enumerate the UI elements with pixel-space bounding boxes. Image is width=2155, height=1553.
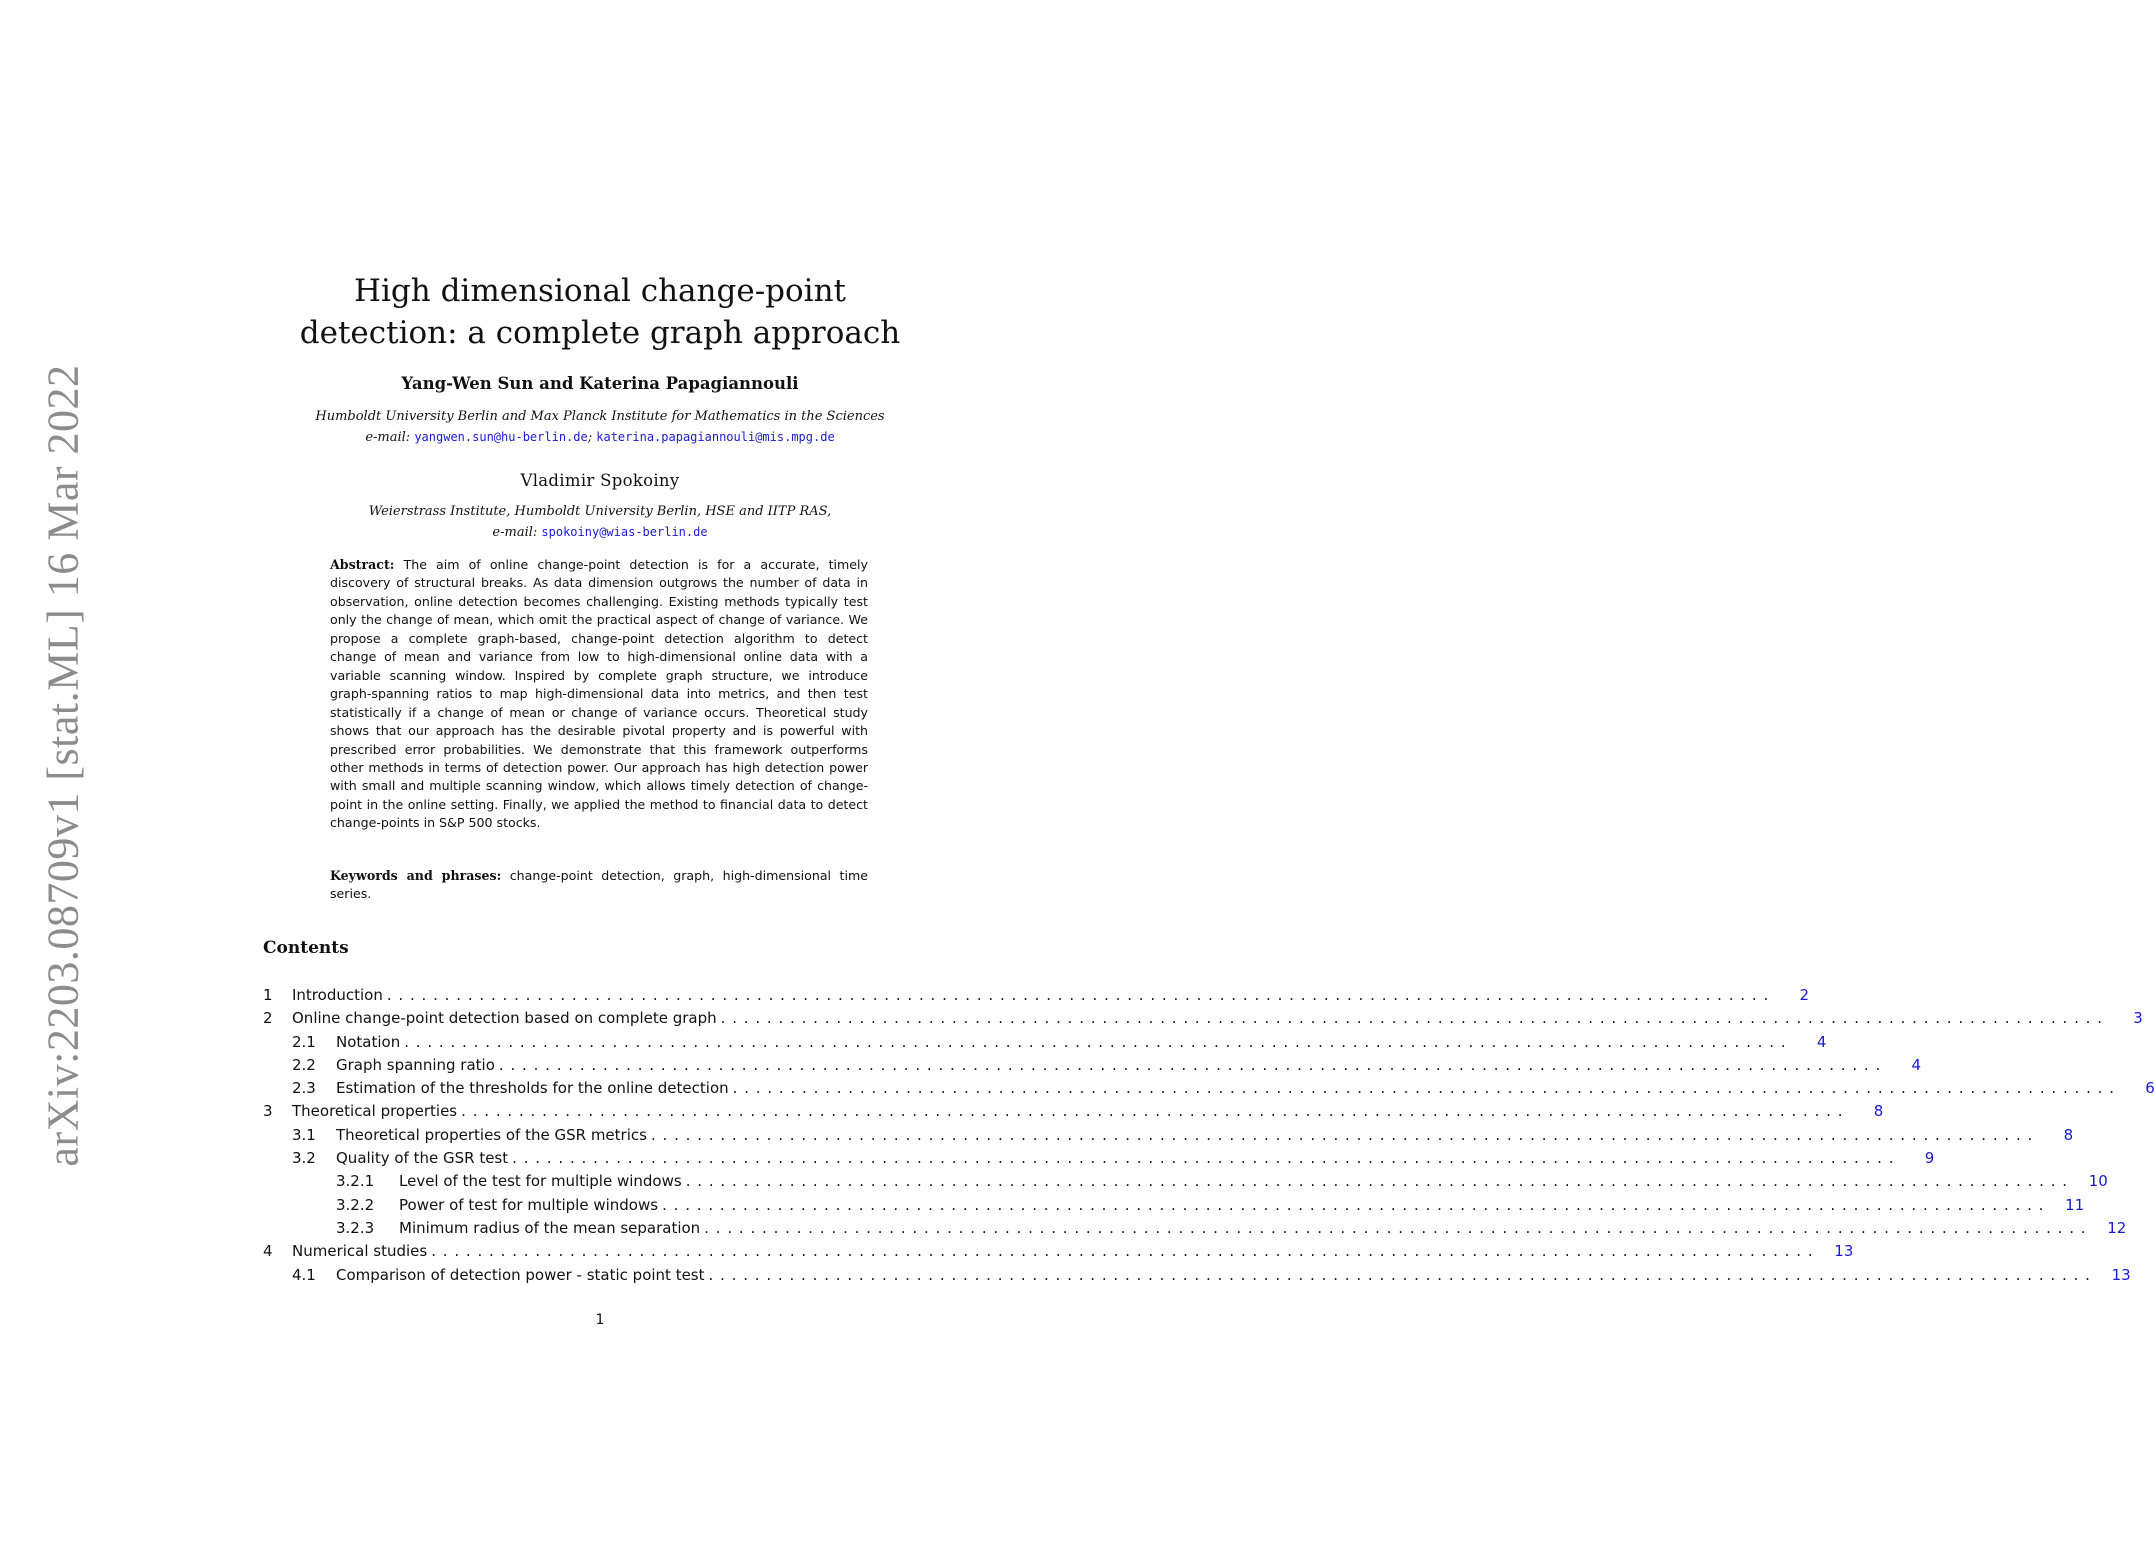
- toc-entry-title[interactable]: Notation: [336, 1031, 404, 1054]
- toc-entry[interactable]: [263, 1100, 1884, 1123]
- toc-entry-page-link[interactable]: 12: [2107, 1218, 2127, 1237]
- toc-entry-number: 3.2.2: [336, 1195, 375, 1214]
- toc-leader-dots: ........................................................................................................................: [650, 1125, 2040, 1144]
- affiliation-block-1: [150, 407, 1050, 448]
- authors-primary: Yang-Wen Sun and Katerina Papagiannouli: [401, 374, 799, 393]
- email-separator: ;: [587, 430, 593, 445]
- toc-leader-dots: ........................................................................................................................: [662, 1195, 2051, 1214]
- email-label: e-mail:: [365, 430, 411, 445]
- toc-entry[interactable]: [263, 1217, 2127, 1240]
- contents-heading: Contents: [263, 938, 349, 958]
- toc-entry-title[interactable]: Minimum radius of the mean separation: [399, 1217, 704, 1240]
- affiliation-block-2: [150, 502, 1050, 543]
- toc-entry-title[interactable]: Numerical studies: [292, 1240, 431, 1263]
- toc-entry-title[interactable]: Estimation of the thresholds for the online detection: [336, 1077, 733, 1100]
- toc-entry-title[interactable]: Power of test for multiple windows: [399, 1194, 662, 1217]
- toc-entry-number: 3.2.1: [336, 1172, 375, 1191]
- toc-leader-dots: ........................................................................................................................: [461, 1102, 1850, 1121]
- title-line-2: detection: a complete graph approach: [299, 315, 901, 351]
- email-link-papagiannouli[interactable]: katerina.papagiannouli@mis.mpg.de: [596, 430, 835, 444]
- toc-entry-title[interactable]: Theoretical properties of the GSR metrics: [336, 1124, 651, 1147]
- toc-entry[interactable]: [263, 1240, 1854, 1263]
- toc-entry[interactable]: [263, 1194, 2085, 1217]
- toc-leader-dots: ........................................................................................................................: [704, 1218, 2093, 1237]
- toc-entry-number: 2.1: [292, 1032, 316, 1051]
- toc-entry-title[interactable]: Online change-point detection based on complete graph: [292, 1007, 721, 1030]
- abstract-text: The aim of online change-point detection is for a accurate, timely discovery of structural breaks. As data dimension outgrows the number of data in observation, online detection becomes challenging. Existing methods typically test only the change of mean, which omit the practical aspect of change of variance. We propose a complete graph-based, change-point detection algorithm to detect change of mean and variance from low to high-dimensional online data with a variable scanning window. Inspired by complete graph structure, we introduce graph-spanning ratios to map high-dimensional data into metrics, and then test statistically if a change of mean or change of variance occurs. Theoretical study shows that our approach has the desirable pivotal property and is powerful with prescribed error probabilities. We demonstrate that this framework outperforms other methods in terms of detection power. Our approach has high detection power with small and multiple scanning window, which allows timely detection of change-point in the online setting. Finally, we applied the method to financial data to detect change-points in S&P 500 stocks.: [330, 557, 868, 831]
- toc-entry[interactable]: [263, 1264, 2131, 1287]
- toc-entry-title[interactable]: Level of the test for multiple windows: [399, 1170, 686, 1193]
- toc-entry-page-link[interactable]: 9: [1924, 1149, 1935, 1168]
- email-line-1: [150, 427, 1050, 448]
- email-label-2: e-mail:: [492, 525, 538, 540]
- toc-entry-number: 3.2: [292, 1149, 316, 1168]
- toc-entry-title[interactable]: Graph spanning ratio: [336, 1054, 499, 1077]
- toc-entry-page-link[interactable]: 13: [1834, 1242, 1854, 1261]
- toc-entry-page-link[interactable]: 4: [1816, 1032, 1827, 1051]
- toc-entry-title[interactable]: Quality of the GSR test: [336, 1147, 512, 1170]
- toc-entry[interactable]: [263, 1007, 2143, 1030]
- toc-entry-number: 2.2: [292, 1055, 316, 1074]
- author-secondary: Vladimir Spokoiny: [520, 471, 680, 490]
- toc-entry[interactable]: [263, 1147, 1935, 1170]
- toc-entry-number: 3.2.3: [336, 1218, 375, 1237]
- toc-entry-page-link[interactable]: 2: [1799, 986, 1810, 1004]
- toc-entry[interactable]: [263, 1077, 2155, 1100]
- toc-entry-page-link[interactable]: 13: [2111, 1265, 2131, 1284]
- keywords: [330, 867, 868, 904]
- arxiv-stamp: [28, 363, 98, 1167]
- toc-entry-number: 2: [263, 1009, 273, 1028]
- toc-entry[interactable]: [263, 1124, 2074, 1147]
- toc-entry-page-link[interactable]: 8: [1873, 1102, 1884, 1121]
- toc-leader-dots: ........................................................................................................................: [708, 1265, 2097, 1284]
- toc-entry-page-link[interactable]: 11: [2065, 1195, 2085, 1214]
- toc-leader-dots: ........................................................................................................................: [512, 1149, 1901, 1168]
- table-of-contents: [263, 984, 2155, 1287]
- email-line-2: [150, 522, 1050, 543]
- toc-leader-dots: ........................................................................................................................: [498, 1055, 1888, 1074]
- toc-entry-page-link[interactable]: 4: [1911, 1055, 1922, 1074]
- page-number: 1: [595, 1312, 605, 1328]
- toc-entry-number: 2.3: [292, 1079, 316, 1098]
- toc-entry-page-link[interactable]: 10: [2088, 1172, 2108, 1191]
- paper-title: [200, 270, 1000, 354]
- email-link-sun[interactable]: yangwen.sun@hu-berlin.de: [414, 430, 588, 444]
- toc-leader-dots: ........................................................................................................................: [386, 986, 1776, 1004]
- toc-entry-number: 4.1: [292, 1265, 316, 1284]
- affiliation-2: Weierstrass Institute, Humboldt University Berlin, HSE and IITP RAS,: [368, 504, 832, 519]
- toc-entry-title[interactable]: Introduction: [292, 984, 387, 1007]
- toc-entry-title[interactable]: Comparison of detection power - static point test: [336, 1264, 709, 1287]
- toc-entry-number: 4: [263, 1242, 273, 1261]
- keywords-text: change-point detection, graph, high-dimensional time series.: [330, 868, 868, 902]
- abstract: [330, 556, 868, 833]
- arxiv-id: arXiv:2203.08709v1 [stat.ML] 16 Mar 2022: [38, 363, 88, 1167]
- email-link-spokoiny[interactable]: spokoiny@wias-berlin.de: [541, 525, 708, 539]
- toc-entry-number: 3: [263, 1102, 273, 1121]
- toc-entry-page-link[interactable]: 8: [2063, 1125, 2074, 1144]
- toc-leader-dots: ........................................................................................................................: [732, 1079, 2121, 1098]
- toc-entry-number: 1: [263, 986, 273, 1004]
- toc-entry[interactable]: [263, 1054, 1922, 1077]
- toc-entry-page-link[interactable]: 3: [2133, 1009, 2143, 1028]
- toc-entry-title[interactable]: Theoretical properties: [292, 1100, 461, 1123]
- toc-entry-page-link[interactable]: 6: [2145, 1079, 2155, 1098]
- keywords-label: Keywords and phrases:: [330, 868, 502, 883]
- toc-leader-dots: ........................................................................................................................: [685, 1172, 2074, 1191]
- toc-entry[interactable]: [263, 1170, 2108, 1193]
- toc-leader-dots: ........................................................................................................................: [720, 1009, 2109, 1028]
- toc-leader-dots: ........................................................................................................................: [404, 1032, 1793, 1051]
- abstract-label: Abstract:: [330, 557, 395, 572]
- toc-leader-dots: ........................................................................................................................: [431, 1242, 1820, 1261]
- toc-entry-number: 3.1: [292, 1125, 316, 1144]
- toc-entry[interactable]: [263, 1031, 1827, 1054]
- toc-entry[interactable]: [263, 984, 1810, 1007]
- title-line-1: High dimensional change-point: [353, 273, 847, 309]
- affiliation-1: Humboldt University Berlin and Max Planck Institute for Mathematics in the Sciences: [315, 409, 885, 424]
